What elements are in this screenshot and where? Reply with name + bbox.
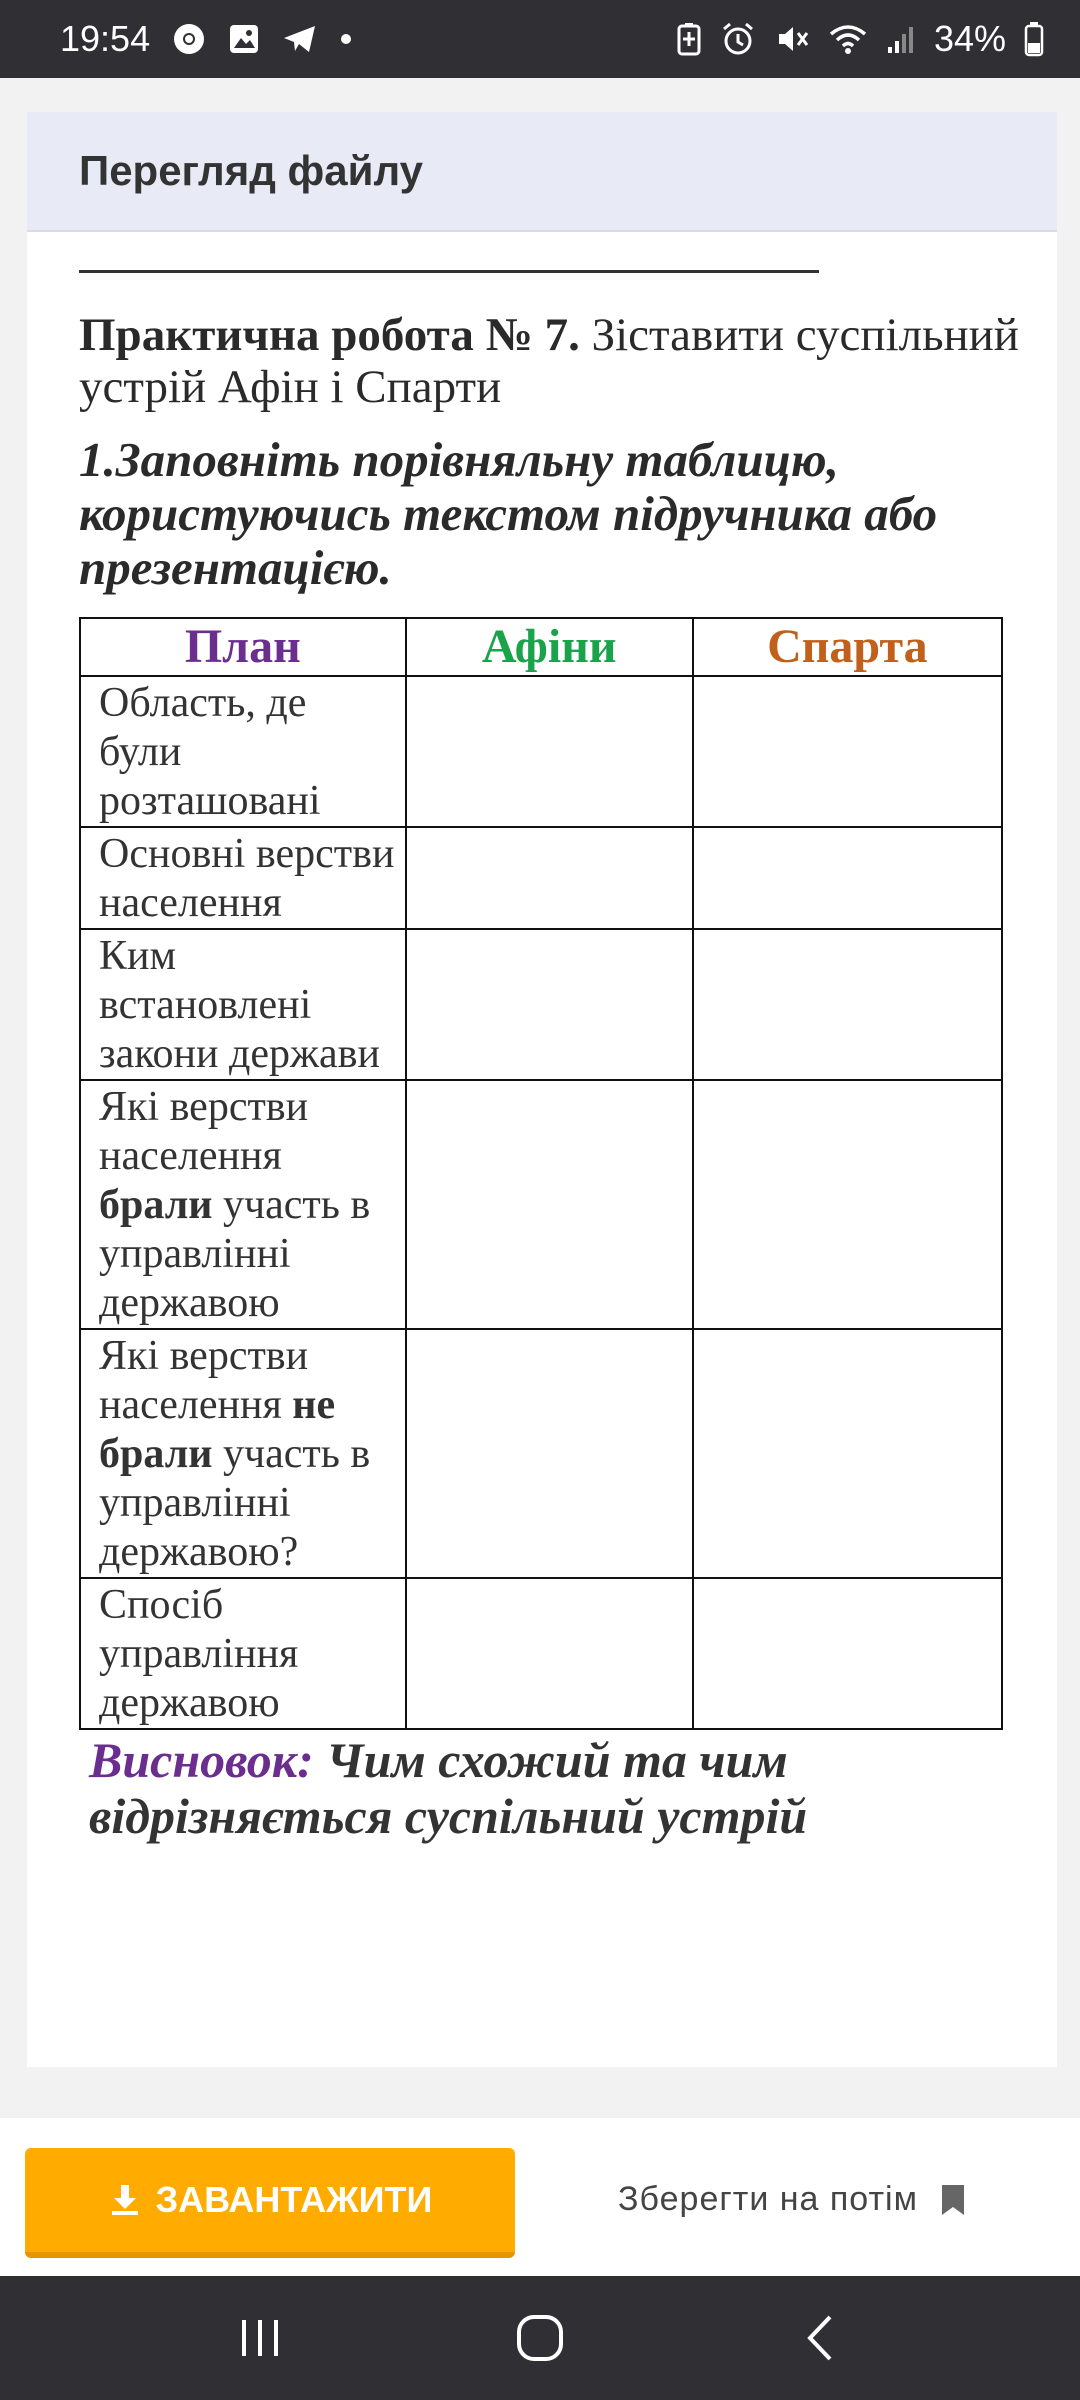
plan-cell — [80, 1080, 406, 1329]
table-row — [80, 1080, 1002, 1329]
athens-cell — [406, 676, 693, 827]
card-header — [27, 112, 1057, 232]
card-header-title: Перегляд файлу — [79, 147, 423, 194]
home-button[interactable] — [480, 2288, 600, 2388]
table-row — [80, 827, 1002, 929]
system-nav-bar — [0, 2276, 1080, 2400]
sparta-cell — [693, 929, 1002, 1080]
wifi-icon — [828, 22, 868, 56]
plan-cell-text: Які верстви населення — [99, 1333, 309, 1428]
save-later-button[interactable] — [618, 2180, 966, 2219]
plan-cell-text: Область, де були розташовані — [99, 680, 321, 824]
status-time: 19:54 — [60, 18, 151, 59]
sparta-cell — [693, 1578, 1002, 1729]
conclusion-text: Чим схожий та чим відрізняється суспільний устрій — [89, 1732, 808, 1844]
plan-cell — [80, 827, 406, 929]
athens-cell — [406, 1578, 693, 1729]
file-preview-card — [27, 112, 1057, 2067]
action-bar — [0, 2118, 1080, 2276]
table-row — [80, 676, 1002, 827]
plan-cell-emphasis: брали — [99, 1182, 213, 1228]
plan-cell-emphasis: не брали — [99, 1382, 336, 1477]
conclusion-label: Висновок: — [89, 1732, 314, 1788]
athens-cell — [406, 929, 693, 1080]
athens-cell — [406, 1329, 693, 1578]
plan-cell-text: Ким встановлені закони держави — [99, 933, 380, 1077]
task-instruction: 1.Заповніть порівняльну таблицю, користуючись текстом підручника або презентацією. — [79, 432, 938, 595]
download-icon — [108, 2183, 142, 2217]
table-row — [80, 1578, 1002, 1729]
signal-icon — [886, 23, 916, 55]
status-bar — [0, 0, 1080, 78]
table-row — [80, 1329, 1002, 1578]
telegram-icon — [282, 23, 318, 55]
mute-icon — [774, 21, 810, 57]
plan-cell-text: Які верстви населення — [99, 1084, 309, 1179]
document-title-rest: Зіставити суспільний устрій Афін і Спарти — [79, 309, 1019, 413]
plan-cell — [80, 676, 406, 827]
plan-cell-text: Спосіб управління державою — [99, 1582, 299, 1726]
plan-cell-text-rest: участь в управлінні державою — [99, 1182, 371, 1326]
back-icon — [800, 2313, 840, 2363]
header-sparta: Спарта — [693, 618, 1002, 676]
gallery-icon — [228, 23, 260, 55]
athens-cell — [406, 827, 693, 929]
download-button[interactable] — [25, 2148, 515, 2258]
sparta-cell — [693, 1329, 1002, 1578]
table-header-row — [80, 618, 1002, 676]
plan-cell-text-rest: участь в управлінні державою? — [99, 1431, 371, 1575]
battery-saver-icon — [676, 22, 702, 56]
table-row — [80, 929, 1002, 1080]
recents-button[interactable] — [200, 2288, 320, 2388]
save-later-label: Зберегти на потім — [618, 2180, 918, 2218]
battery-icon — [1024, 21, 1044, 57]
header-plan: План — [80, 618, 406, 676]
plan-cell-text: Основні верстви населення — [99, 831, 395, 926]
athens-cell — [406, 1080, 693, 1329]
dot-icon — [340, 33, 352, 45]
battery-percent: 34% — [933, 18, 1006, 59]
sparta-cell — [693, 827, 1002, 929]
horizontal-rule — [79, 270, 819, 273]
comparison-table — [79, 617, 1003, 1730]
conclusion — [79, 1732, 1029, 1844]
alarm-icon — [720, 21, 756, 57]
plan-cell — [80, 1578, 406, 1729]
home-icon — [515, 2313, 565, 2363]
bookmark-icon — [940, 2183, 966, 2217]
header-athens: Афіни — [406, 618, 693, 676]
back-button[interactable] — [760, 2288, 880, 2388]
plan-cell — [80, 1329, 406, 1578]
document-title — [79, 309, 1019, 413]
sparta-cell — [693, 676, 1002, 827]
document-preview[interactable] — [27, 270, 1057, 1844]
sparta-cell — [693, 1080, 1002, 1329]
recents-icon — [238, 2316, 282, 2360]
plan-cell — [80, 929, 406, 1080]
chrome-icon — [172, 22, 206, 56]
download-label: ЗАВАНТАЖИТИ — [155, 2179, 433, 2220]
document-title-bold: Практична робота № 7. — [79, 309, 580, 361]
